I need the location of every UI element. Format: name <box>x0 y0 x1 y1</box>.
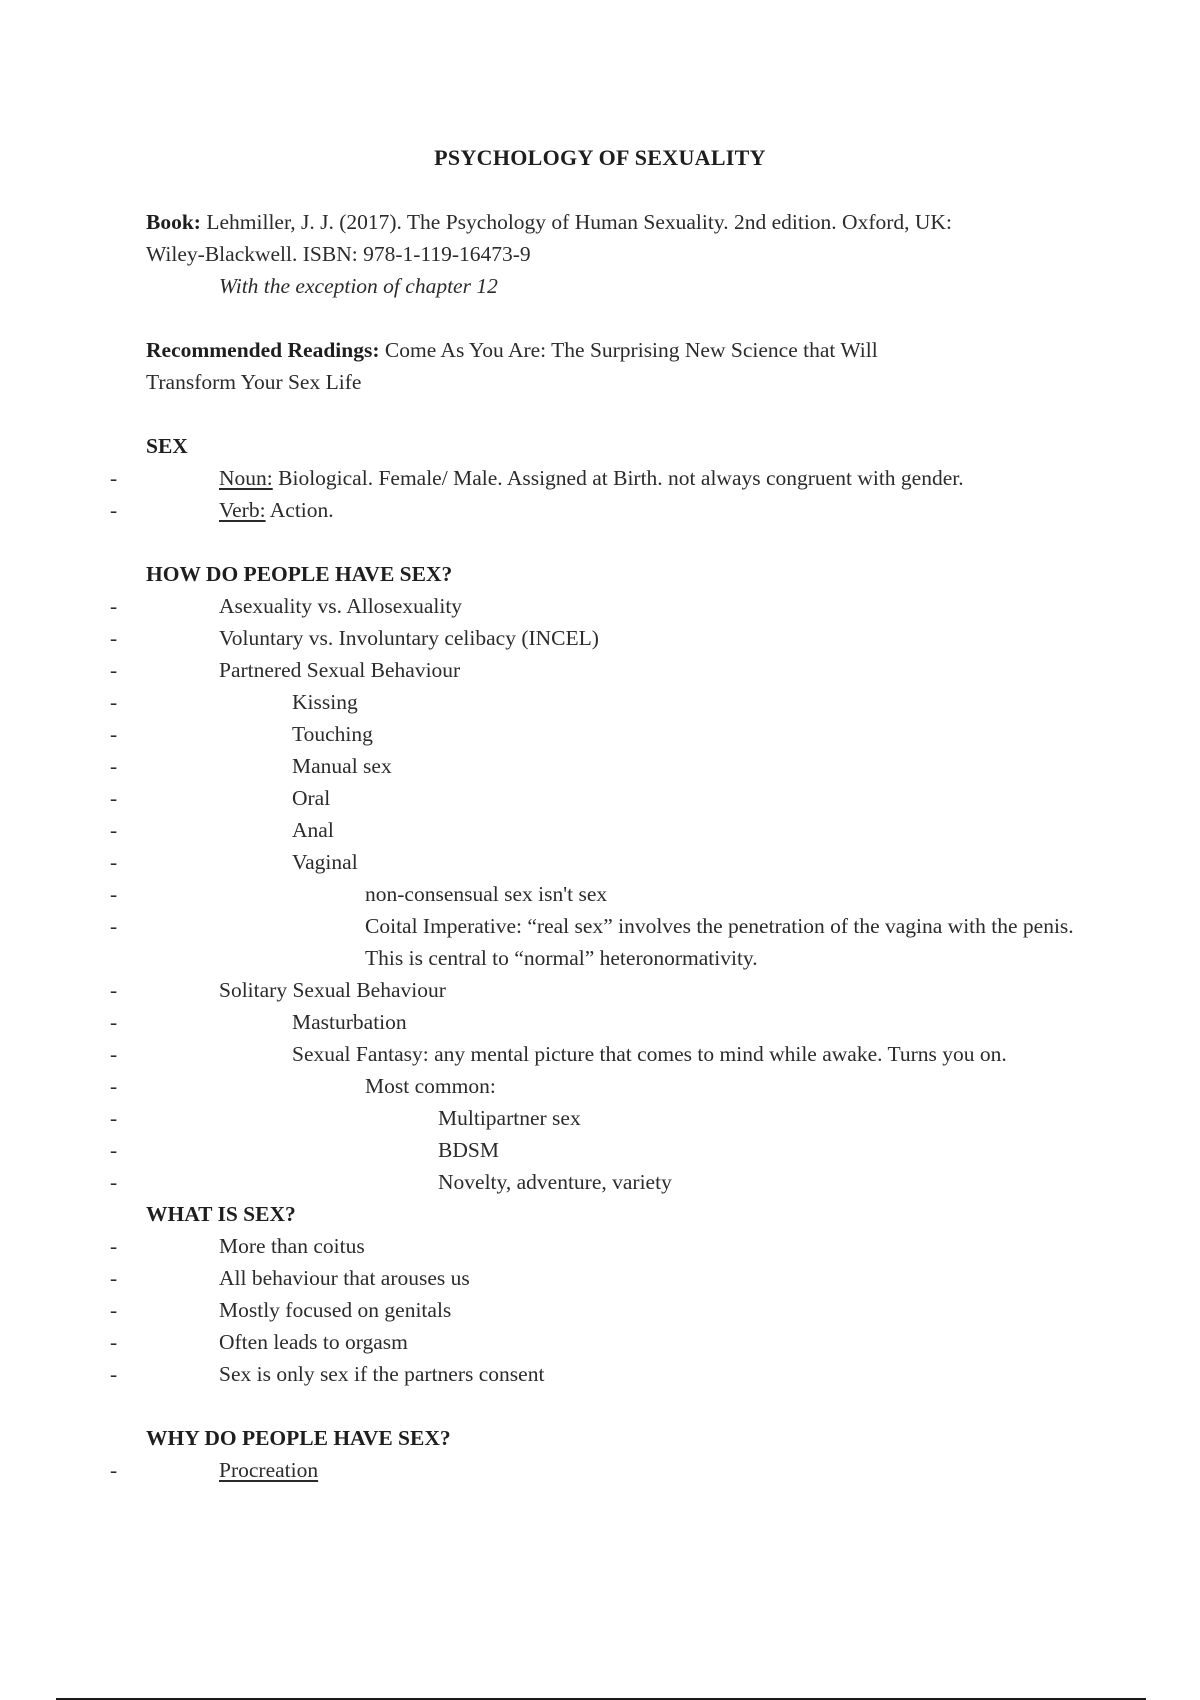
page-title: PSYCHOLOGY OF SEXUALITY <box>434 145 766 170</box>
list-item-noun <box>146 462 1086 494</box>
list-item: - non-consensual sex isn't sex <box>146 878 1086 910</box>
section-heading-sex: SEX <box>146 434 188 458</box>
list-item: - Kissing <box>146 686 1086 718</box>
recommended-line2: Transform Your Sex Life <box>146 370 362 394</box>
list-item-solitary: - Solitary Sexual Behaviour <box>146 974 1086 1006</box>
list-item: - Coital Imperative: “real sex” involves the penetration of the vagina with the penis. This is central to “normal” heteronormativity. <box>146 910 1086 974</box>
recommended-readings <box>146 334 1086 398</box>
list-item: - Voluntary vs. Involuntary celibacy (INCEL) <box>146 622 1086 654</box>
noun-definition: Biological. Female/ Male. Assigned at Birth. not always congruent with gender. <box>272 466 964 490</box>
list-item: - Touching <box>146 718 1086 750</box>
section-heading-what: WHAT IS SEX? <box>146 1202 296 1226</box>
list-item-partnered: - Partnered Sexual Behaviour <box>146 654 1086 686</box>
list-item: - Novelty, adventure, variety <box>146 1166 1086 1198</box>
list-item: - Often leads to orgasm <box>146 1326 1086 1358</box>
list-item: - More than coitus <box>146 1230 1086 1262</box>
section-heading-why: WHY DO PEOPLE HAVE SEX? <box>146 1426 451 1450</box>
list-item: - Mostly focused on genitals <box>146 1294 1086 1326</box>
book-label: Book: <box>146 210 201 234</box>
why-list <box>146 1454 1086 1486</box>
how-list <box>146 590 1086 1198</box>
list-item: - Anal <box>146 814 1086 846</box>
list-item: - Sex is only sex if the partners consent <box>146 1358 1086 1390</box>
list-item: - Most common: <box>146 1070 1086 1102</box>
list-item: - All behaviour that arouses us <box>146 1262 1086 1294</box>
list-item: - Manual sex <box>146 750 1086 782</box>
book-citation-line2: Wiley-Blackwell. ISBN: 978-1-119-16473-9 <box>146 242 531 266</box>
list-item: - Oral <box>146 782 1086 814</box>
book-note: With the exception of chapter 12 <box>219 274 498 298</box>
noun-term: Noun: <box>219 466 273 490</box>
list-item: - Multipartner sex <box>146 1102 1086 1134</box>
document-body <box>146 206 1086 1486</box>
book-citation-line1: Lehmiller, J. J. (2017). The Psychology of Human Sexuality. 2nd edition. Oxford, UK: <box>200 210 952 234</box>
list-item: - Asexuality vs. Allosexuality <box>146 590 1086 622</box>
verb-definition: Action. <box>265 498 334 522</box>
list-item-procreation <box>146 1454 1086 1486</box>
sex-definitions-list <box>146 462 1086 526</box>
book-citation <box>146 206 1086 270</box>
list-item: - Sexual Fantasy: any mental picture that comes to mind while awake. Turns you on. <box>146 1038 1086 1070</box>
section-heading-how: HOW DO PEOPLE HAVE SEX? <box>146 562 453 586</box>
what-list <box>146 1230 1086 1390</box>
procreation-term: Procreation <box>219 1458 319 1482</box>
recommended-line1: Come As You Are: The Surprising New Science that Will <box>379 338 878 362</box>
list-item: - Masturbation <box>146 1006 1086 1038</box>
list-item: - Vaginal <box>146 846 1086 878</box>
recommended-label: Recommended Readings: <box>146 338 380 362</box>
list-item-verb <box>146 494 1086 526</box>
list-item: - BDSM <box>146 1134 1086 1166</box>
verb-term: Verb: <box>219 498 266 522</box>
